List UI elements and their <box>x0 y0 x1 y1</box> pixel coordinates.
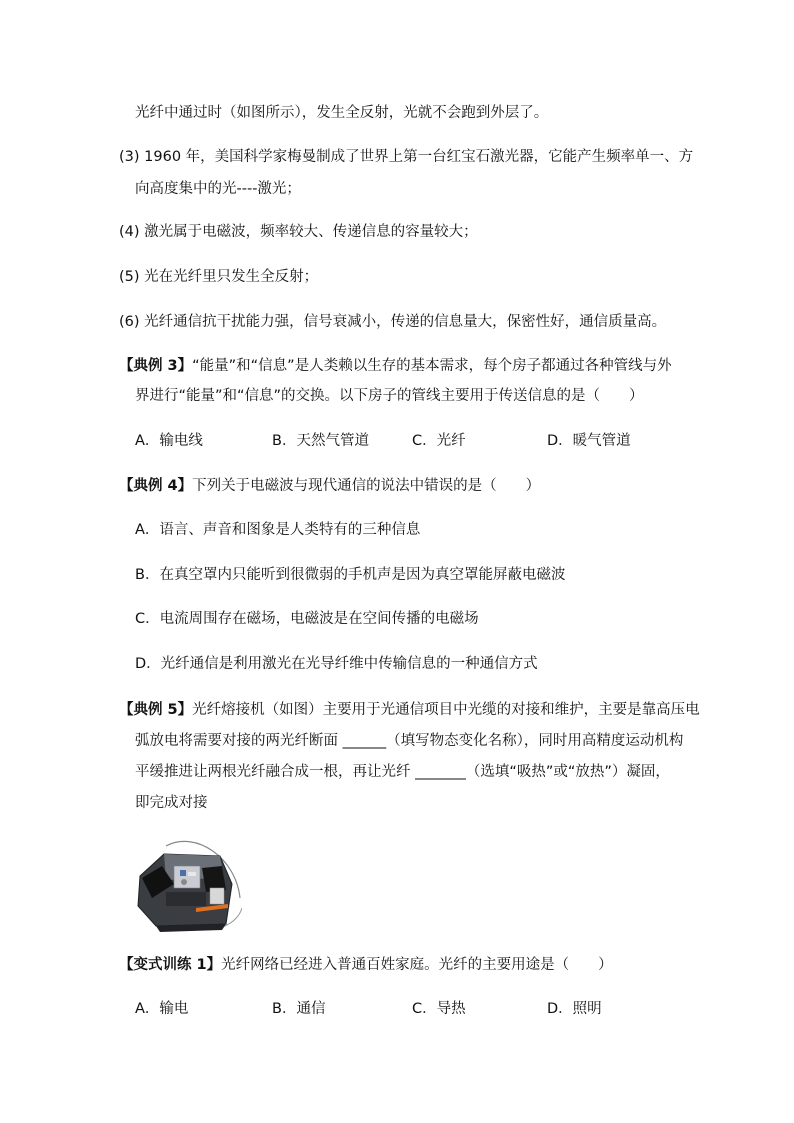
intro-point-3-line-2: 向高度集中的光----激光； <box>135 181 301 197</box>
example-3-option-d[interactable]: D．暖气管道 <box>547 433 631 449</box>
example-3-option-a[interactable]: A．输电线 <box>135 433 203 449</box>
training-1-tag: 【变式训练 1】 <box>119 957 222 973</box>
training-1-option-a[interactable]: A．输电 <box>135 1001 189 1017</box>
training-1-stem <box>119 955 613 975</box>
example-4-option-b[interactable]: B．在真空罩内只能听到很微弱的手机声是因为真空罩能屏蔽电磁波 <box>135 567 566 583</box>
example-3-option-b[interactable]: B．天然气管道 <box>272 433 369 449</box>
example-4-option-a[interactable]: A．语言、声音和图象是人类特有的三种信息 <box>135 522 421 538</box>
example-5-stem-line-1 <box>119 700 700 720</box>
example-4-stem-text: 下列关于电磁波与现代通信的说法中错误的是（ ） <box>192 478 541 494</box>
example-5-stem-line-3: 平缓推进让两根光纤融合成一根，再让光纤 _______（选填“吸热”或“放热”）凝固， <box>135 764 670 780</box>
example-4-tag: 【典例 4】 <box>119 478 193 494</box>
example-4-stem <box>119 476 540 496</box>
example-3-stem-text: “能量”和“信息”是人类赖以生存的基本需求，每个房子都通过各种管线与外 <box>192 358 672 374</box>
example-5-tag: 【典例 5】 <box>119 702 193 718</box>
intro-point-6: (6) 光纤通信抗干扰能力强，信号衰减小，传递的信息量大，保密性好，通信质量高。 <box>119 314 667 330</box>
intro-point-4: (4) 激光属于电磁波，频率较大、传递信息的容量较大； <box>119 224 478 240</box>
intro-point-3-line-1: (3) 1960 年，美国科学家梅曼制成了世界上第一台红宝石激光器，它能产生频率单一、方 <box>119 149 694 165</box>
intro-line-0: 光纤中通过时（如图所示），发生全反射，光就不会跑到外层了。 <box>135 105 549 121</box>
example-4-option-d[interactable]: D．光纤通信是利用激光在光导纤维中传输信息的一种通信方式 <box>135 656 538 672</box>
training-1-stem-text: 光纤网络已经进入普通百姓家庭。光纤的主要用途是（ ） <box>221 957 613 973</box>
example-5-stem-line-4: 即完成对接 <box>135 795 208 811</box>
example-5-stem-line-2: 弧放电将需要对接的两光纤断面 ______（填写物态变化名称），同时用高精度运动机构 <box>135 733 684 749</box>
example-3-tag: 【典例 3】 <box>119 358 193 374</box>
example-5-stem-text: 光纤熔接机（如图）主要用于光通信项目中光缆的对接和维护，主要是靠高压电 <box>192 702 700 718</box>
training-1-option-b[interactable]: B．通信 <box>272 1001 326 1017</box>
example-4-option-c[interactable]: C．电流周围存在磁场，电磁波是在空间传播的电磁场 <box>135 611 479 627</box>
fusion-splicer-image <box>136 828 242 934</box>
example-3-stem-line-1 <box>119 356 672 376</box>
training-1-option-c[interactable]: C．导热 <box>412 1001 466 1017</box>
intro-point-5: (5) 光在光纤里只发生全反射； <box>119 269 319 285</box>
example-3-stem-line-2: 界进行“能量”和“信息”的交换。以下房子的管线主要用于传送信息的是（ ） <box>135 388 644 404</box>
example-3-option-c[interactable]: C．光纤 <box>412 433 466 449</box>
training-1-option-d[interactable]: D．照明 <box>547 1001 602 1017</box>
